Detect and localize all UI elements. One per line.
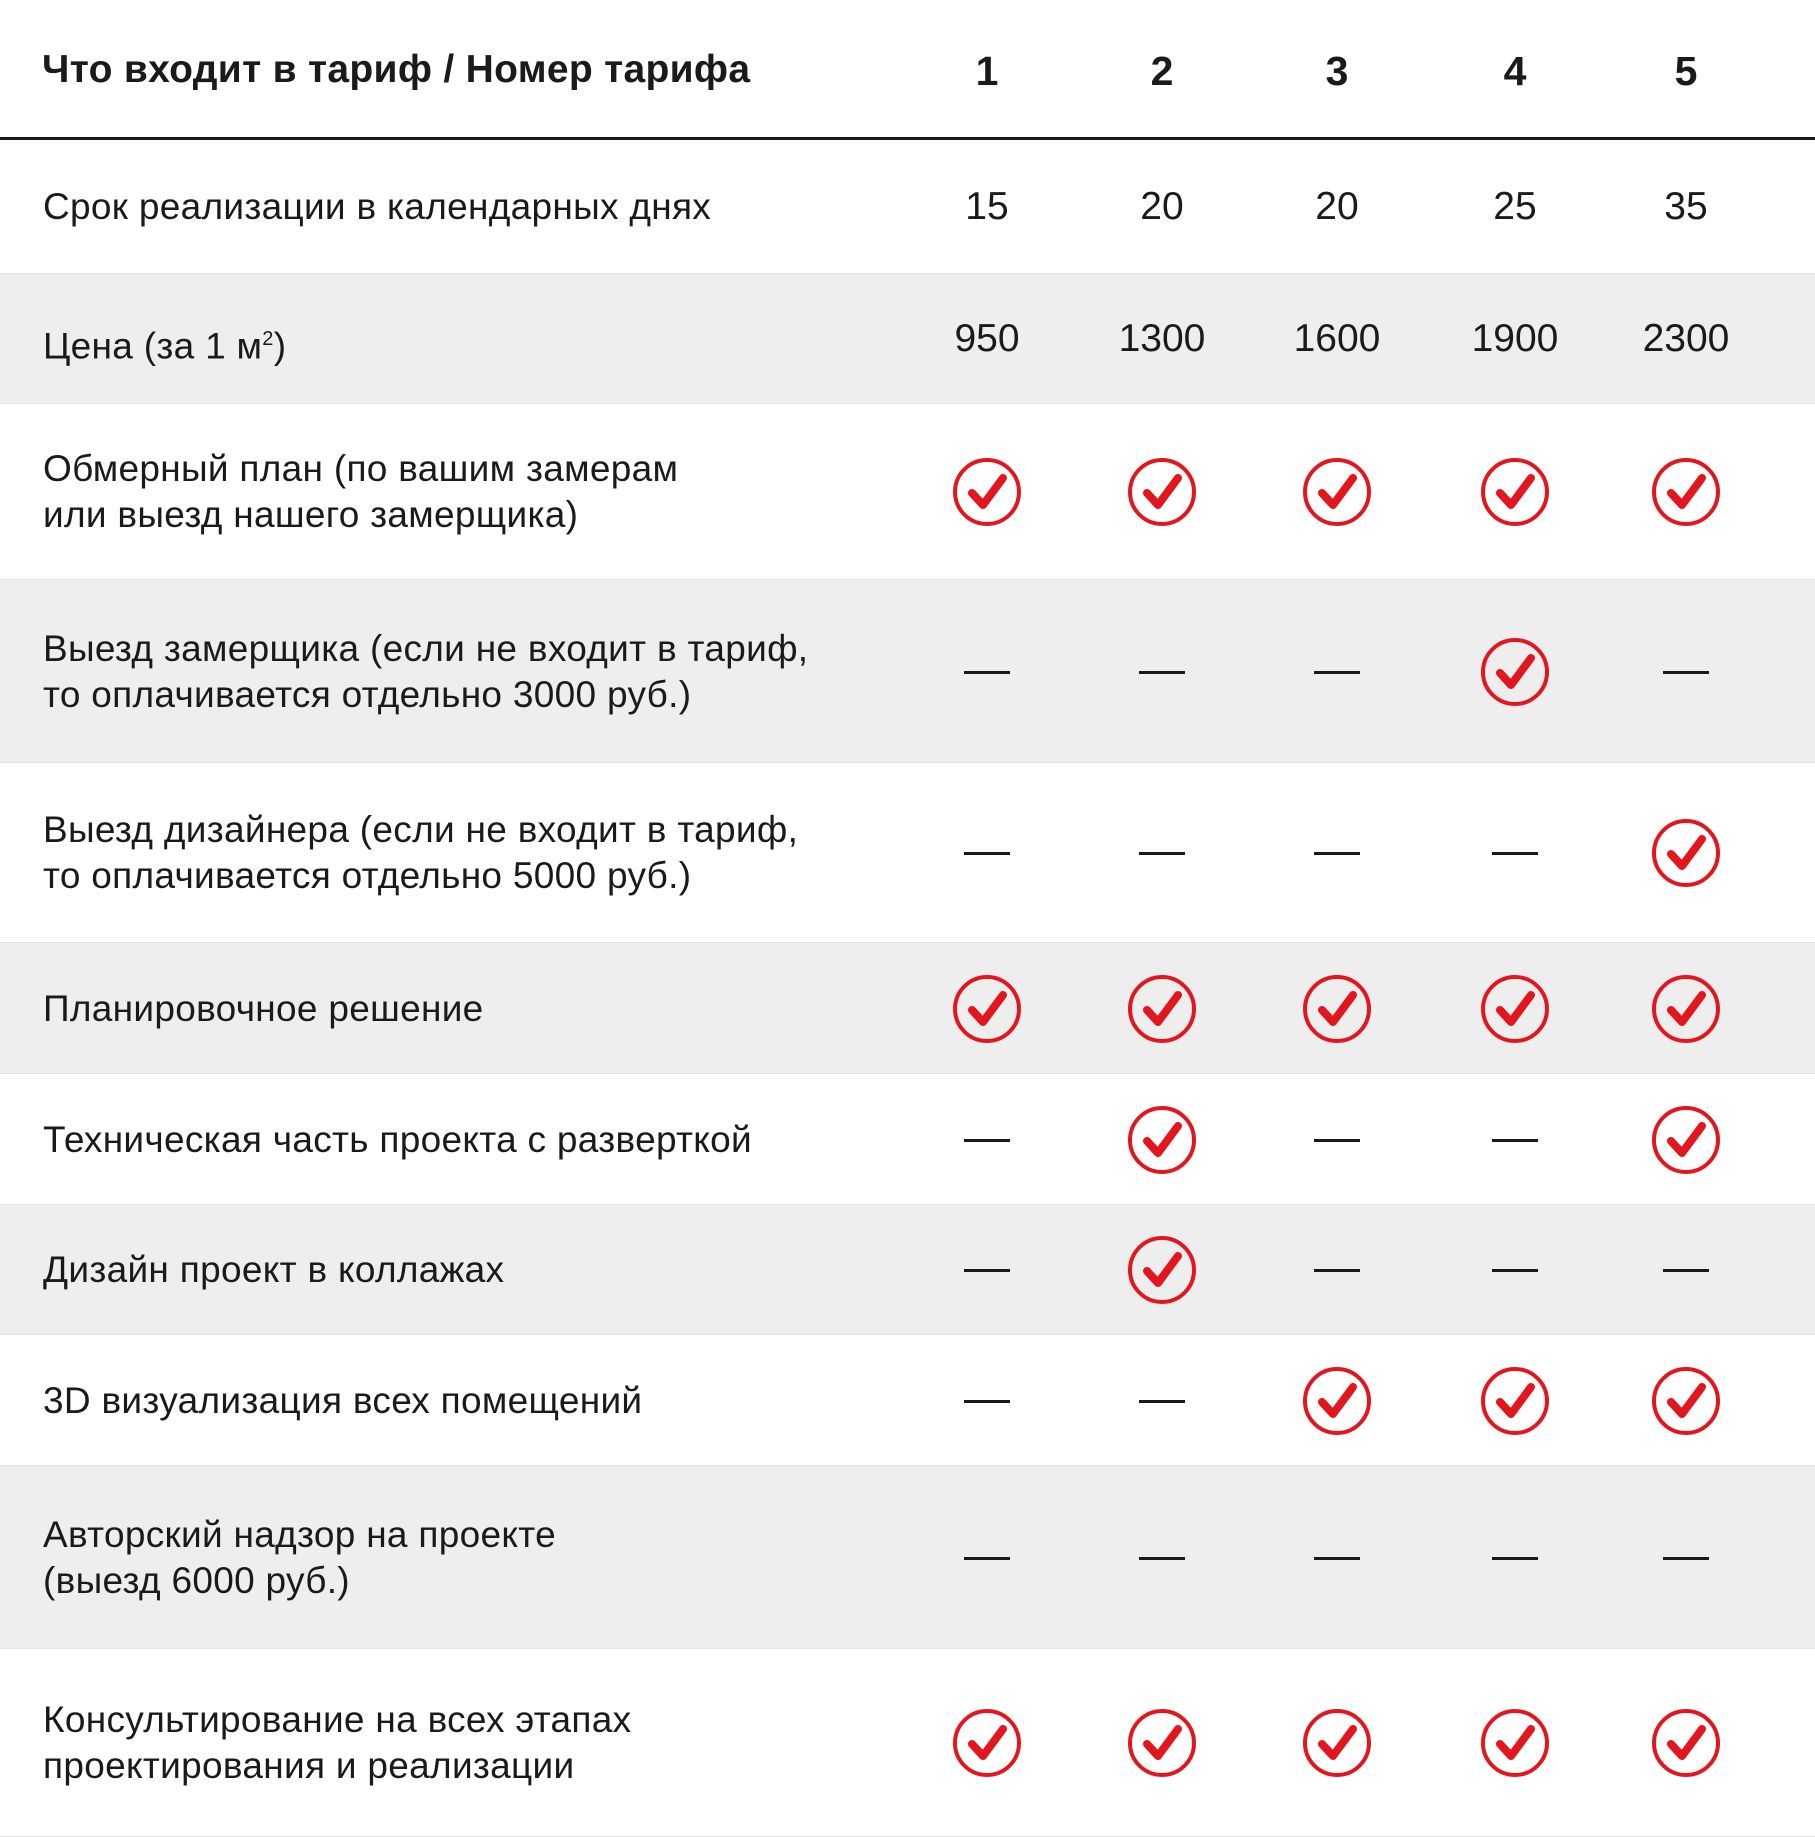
tariff-cell [1087, 813, 1237, 893]
tariff-cell [1087, 1100, 1237, 1180]
row-label-line: или выезд нашего замерщика) [43, 494, 579, 535]
tariff-cell [1611, 167, 1761, 247]
row-label [43, 1697, 631, 1789]
tariff-cell [1611, 1230, 1761, 1310]
table-row [0, 1649, 1815, 1837]
row-label [43, 446, 678, 538]
tariff-cell [1440, 1100, 1590, 1180]
dash-icon [964, 671, 1010, 674]
check-icon [952, 457, 1022, 527]
tariff-cell [1262, 1100, 1412, 1180]
row-label-line: Обмерный план (по вашим замерам [43, 448, 679, 489]
tariff-cell [912, 299, 1062, 379]
check-icon [1127, 1235, 1197, 1305]
cell-value: 2300 [1642, 317, 1730, 360]
tariff-cell [1611, 299, 1761, 379]
table-row [0, 1335, 1815, 1466]
row-label [43, 626, 808, 718]
row-label-line: 3D визуализация всех помещений [43, 1380, 643, 1421]
cell-value: 950 [954, 317, 1020, 360]
row-label [43, 1117, 752, 1163]
tariff-cell [1440, 632, 1590, 712]
cell-value: 1900 [1471, 317, 1559, 360]
tariff-cell [1611, 1703, 1761, 1783]
tariff-cell [1611, 813, 1761, 893]
dash-icon [964, 1139, 1010, 1142]
tariff-number: 4 [1503, 48, 1527, 94]
tariff-cell [1262, 452, 1412, 532]
row-label-line: то оплачивается отдельно 5000 руб.) [43, 855, 692, 896]
dash-icon [1492, 1557, 1538, 1560]
check-icon [1127, 1708, 1197, 1778]
dash-icon [1139, 852, 1185, 855]
table-row [0, 404, 1815, 580]
tariff-cell [1087, 632, 1237, 712]
dash-icon [1663, 1269, 1709, 1272]
row-label [43, 1247, 504, 1293]
tariff-cell [1262, 167, 1412, 247]
check-icon [1480, 637, 1550, 707]
row-label-line: то оплачивается отдельно 3000 руб.) [43, 674, 692, 715]
tariff-cell [1440, 969, 1590, 1049]
row-label-line: проектирования и реализации [43, 1745, 575, 1786]
check-icon [1127, 1105, 1197, 1175]
table-row [0, 1205, 1815, 1335]
tariff-cell [1087, 1703, 1237, 1783]
table-row [0, 274, 1815, 404]
row-label [43, 184, 711, 230]
tariff-cell [912, 1703, 1062, 1783]
table-row [0, 763, 1815, 943]
tariff-cell [1611, 452, 1761, 532]
cell-value: 15 [965, 185, 1009, 228]
header-title: Что входит в тариф / Номер тарифа [42, 48, 751, 91]
row-label [43, 986, 484, 1032]
check-icon [1302, 1366, 1372, 1436]
tariff-cell [1440, 1518, 1590, 1598]
dash-icon [1314, 1269, 1360, 1272]
row-label-line: Выезд дизайнера (если не входит в тариф, [43, 809, 799, 850]
check-icon [1302, 457, 1372, 527]
table-row [0, 1466, 1815, 1649]
tariff-cell [1440, 1703, 1590, 1783]
dash-icon [1139, 671, 1185, 674]
check-icon [952, 974, 1022, 1044]
cell-value: 25 [1493, 185, 1537, 228]
tariff-cell [1087, 1230, 1237, 1310]
check-icon [1480, 1708, 1550, 1778]
dash-icon [964, 1400, 1010, 1403]
dash-icon [1314, 671, 1360, 674]
tariff-number: 3 [1325, 48, 1349, 94]
tariff-number: 5 [1674, 48, 1698, 94]
tariff-cell [1262, 1361, 1412, 1441]
check-icon [1127, 974, 1197, 1044]
tariff-cell [1611, 969, 1761, 1049]
dash-icon [1314, 852, 1360, 855]
row-label-line: Планировочное решение [43, 988, 484, 1029]
row-label-line [43, 316, 286, 369]
tariff-cell [912, 632, 1062, 712]
check-icon [1651, 457, 1721, 527]
tariff-cell [912, 452, 1062, 532]
superscript: 2 [262, 328, 274, 350]
tariff-cell [1611, 1361, 1761, 1441]
check-icon [1302, 1708, 1372, 1778]
row-label [43, 1512, 556, 1604]
cell-value: 35 [1664, 185, 1708, 228]
dash-icon [1139, 1557, 1185, 1560]
check-icon [952, 1708, 1022, 1778]
tariff-cell [1087, 969, 1237, 1049]
tariff-cell [1087, 299, 1237, 379]
cell-value: 20 [1315, 185, 1359, 228]
row-label-line: Консультирование на всех этапах [43, 1699, 632, 1740]
tariff-cell [1087, 1518, 1237, 1598]
table-row [0, 580, 1815, 763]
dash-icon [1492, 852, 1538, 855]
check-icon [1651, 818, 1721, 888]
row-label [43, 1378, 642, 1424]
cell-value: 20 [1140, 185, 1184, 228]
dash-icon [1139, 1400, 1185, 1403]
dash-icon [1492, 1139, 1538, 1142]
dash-icon [1314, 1557, 1360, 1560]
cell-value: 1600 [1293, 317, 1381, 360]
tariff-cell [1262, 1703, 1412, 1783]
check-icon [1480, 457, 1550, 527]
dash-icon [964, 1557, 1010, 1560]
tariff-cell [1262, 632, 1412, 712]
row-label-line: (выезд 6000 руб.) [43, 1560, 350, 1601]
tariff-cell [1440, 452, 1590, 532]
tariff-cell [1611, 632, 1761, 712]
row-label-line: Срок реализации в календарных днях [43, 186, 712, 227]
tariff-cell [1262, 813, 1412, 893]
tariff-number: 2 [1150, 48, 1174, 94]
row-label [43, 807, 798, 899]
tariff-cell [1440, 167, 1590, 247]
tariff-cell [1611, 1518, 1761, 1598]
tariff-cell [912, 1230, 1062, 1310]
tariff-cell [1440, 1361, 1590, 1441]
tariff-cell [1440, 1230, 1590, 1310]
check-icon [1651, 1105, 1721, 1175]
row-label-line: Авторский надзор на проекте [43, 1514, 556, 1555]
tariff-cell [912, 1100, 1062, 1180]
tariff-cell [1611, 1100, 1761, 1180]
tariff-number: 1 [975, 48, 999, 94]
table-row [0, 943, 1815, 1074]
tariff-cell [912, 969, 1062, 1049]
tariff-cell [912, 1518, 1062, 1598]
tariff-cell [1262, 969, 1412, 1049]
tariff-cell [1262, 1230, 1412, 1310]
table-header [0, 0, 1815, 140]
check-icon [1651, 974, 1721, 1044]
tariff-cell [912, 1361, 1062, 1441]
dash-icon [964, 1269, 1010, 1272]
check-icon [1480, 1366, 1550, 1436]
table-row [0, 140, 1815, 274]
row-label-line: Техническая часть проекта с разверткой [43, 1119, 753, 1160]
check-icon [1302, 974, 1372, 1044]
dash-icon [1314, 1139, 1360, 1142]
dash-icon [1663, 1557, 1709, 1560]
dash-icon [1492, 1269, 1538, 1272]
tariff-cell [1262, 299, 1412, 379]
check-icon [1480, 974, 1550, 1044]
dash-icon [1663, 671, 1709, 674]
row-label-line: Выезд замерщика (если не входит в тариф, [43, 628, 809, 669]
label-suffix: ) [273, 325, 287, 367]
check-icon [1127, 457, 1197, 527]
row-label [43, 316, 286, 369]
tariff-cell [912, 813, 1062, 893]
check-icon [1651, 1708, 1721, 1778]
tariff-cell [1087, 167, 1237, 247]
tariff-cell [1262, 1518, 1412, 1598]
check-icon [1651, 1366, 1721, 1436]
tariff-cell [1440, 299, 1590, 379]
tariff-cell [1440, 813, 1590, 893]
cell-value: 1300 [1118, 317, 1206, 360]
tariff-cell [1087, 452, 1237, 532]
tariff-cell [1087, 1361, 1237, 1441]
row-label-line: Дизайн проект в коллажах [43, 1249, 505, 1290]
table-row [0, 1074, 1815, 1205]
tariff-cell [912, 167, 1062, 247]
row-label-line: Цена (за 1 м [43, 325, 263, 367]
dash-icon [964, 852, 1010, 855]
